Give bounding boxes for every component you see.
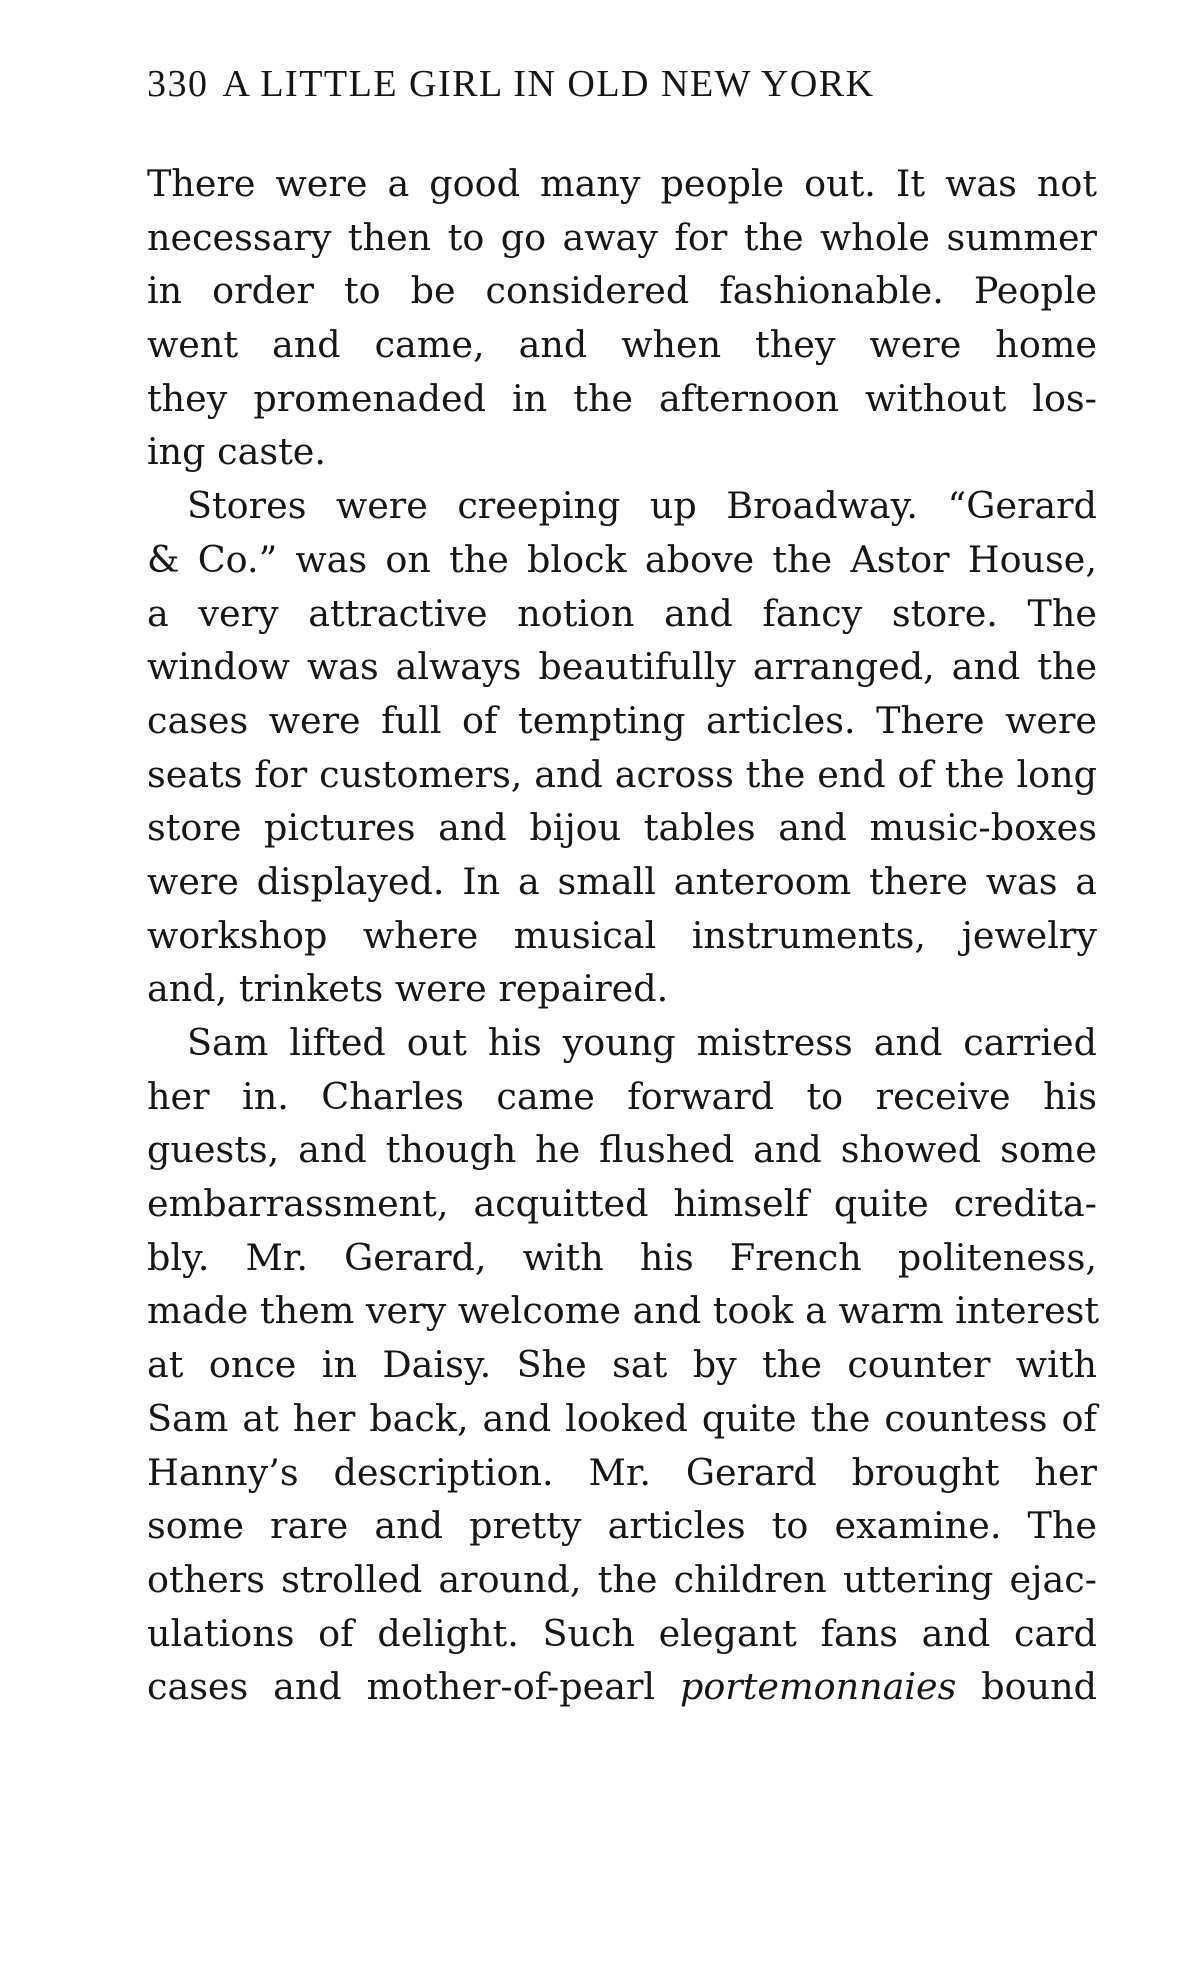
text-line: some rare and pretty articles to examine. The <box>147 1504 1097 1548</box>
final-line-end: bound <box>981 1665 1097 1709</box>
text-line: embarrassment, acquitted himself quite credita- <box>147 1182 1097 1226</box>
text-line: they promenaded in the afternoon without los- <box>147 376 1097 420</box>
final-line-start: cases and mother-of-pearl <box>147 1665 656 1709</box>
text-line: ing caste. <box>147 430 326 474</box>
text-line: cases were full of tempting articles. There were <box>147 698 1097 742</box>
running-title: A LITTLE GIRL IN OLD NEW YORK <box>222 63 875 105</box>
text-line: Sam at her back, and looked quite the countess of <box>147 1396 1097 1440</box>
text-line: a very attractive notion and fancy store. The <box>147 591 1097 635</box>
text-line: were displayed. In a small anteroom there was a <box>147 859 1097 903</box>
text-line: seats for customers, and across the end of the long <box>147 752 1097 796</box>
text-line: guests, and though he flushed and showed some <box>147 1128 1097 1172</box>
text-line: There were a good many people out. It was not <box>147 162 1097 205</box>
running-head <box>147 62 1097 106</box>
text-line: window was always beautifully arranged, and the <box>147 645 1097 689</box>
text-line: went and came, and when they were home <box>147 323 1097 367</box>
text-line: and, trinkets were repaired. <box>147 967 669 1011</box>
text-line: in order to be considered fashionable. People <box>147 269 1097 313</box>
text-line: Hanny’s description. Mr. Gerard brought her <box>147 1450 1097 1494</box>
text-line: Stores were creeping up Broadway. “Gerard <box>187 484 1097 528</box>
italic-word: portemonnaies <box>679 1665 957 1709</box>
text-line: & Co.” was on the block above the Astor House, <box>147 537 1097 581</box>
text-line: her in. Charles came forward to receive his <box>147 1074 1097 1118</box>
text-line: store pictures and bijou tables and music-boxes <box>147 806 1097 850</box>
text-line: ulations of delight. Such elegant fans and card <box>147 1611 1097 1655</box>
page-number: 330 <box>147 63 209 105</box>
text-line: bly. Mr. Gerard, with his French politeness, <box>147 1235 1097 1279</box>
text-line: necessary then to go away for the whole summer <box>147 215 1097 259</box>
body-text <box>147 157 1100 1714</box>
text-line: at once in Daisy. She sat by the counter with <box>147 1343 1097 1387</box>
text-line-final <box>147 1660 1097 1714</box>
text-line: made them very welcome and took a warm interest <box>147 1289 1100 1333</box>
text-line: workshop where musical instruments, jewelry <box>147 913 1097 957</box>
text-line: others strolled around, the children uttering ejac- <box>147 1557 1097 1601</box>
text-line: Sam lifted out his young mistress and carried <box>187 1021 1097 1064</box>
